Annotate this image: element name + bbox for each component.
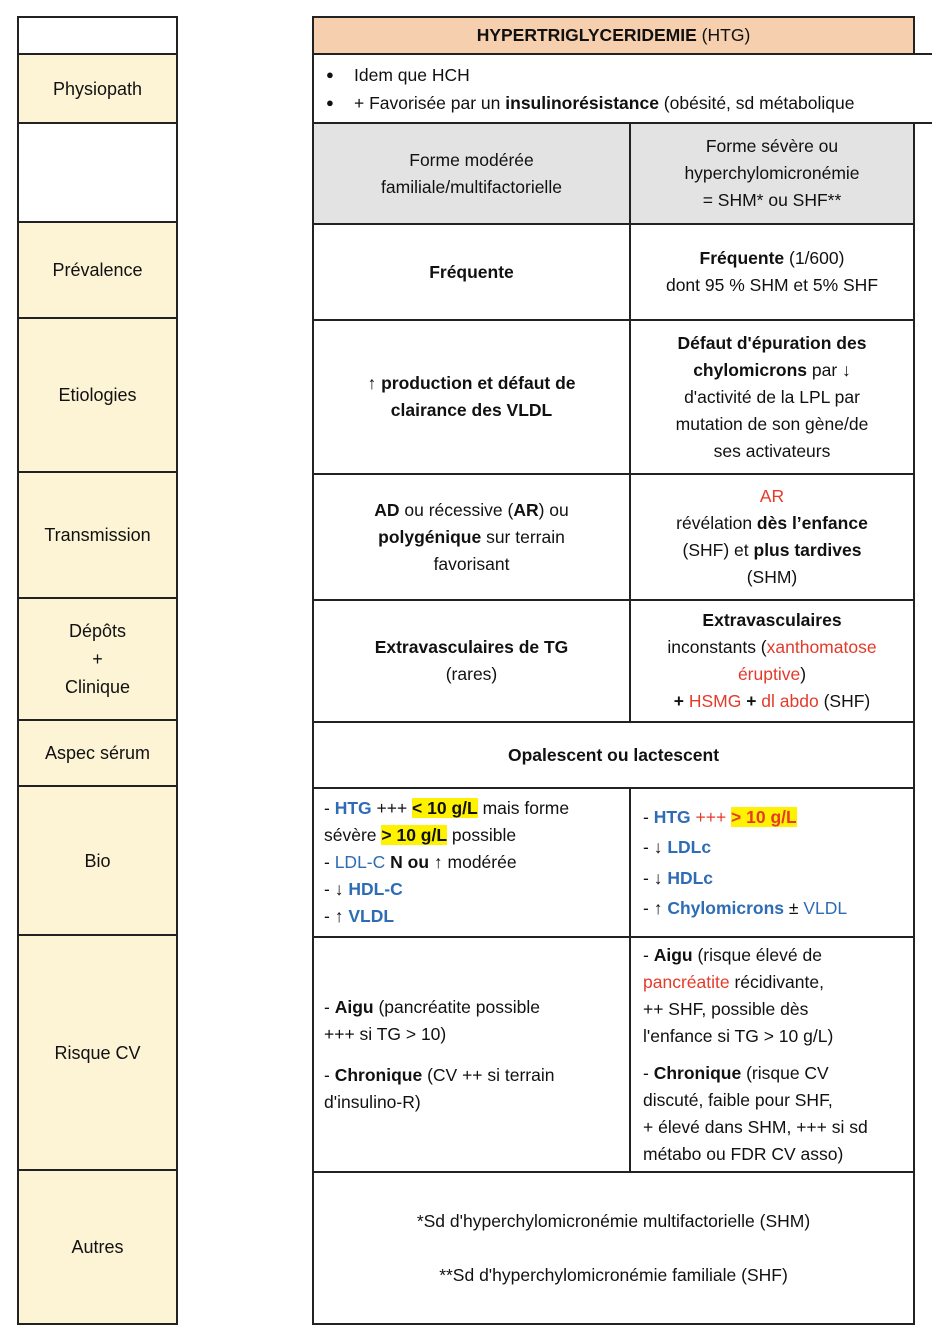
aspect-serum-value: Opalescent ou lactescent: [507, 744, 720, 765]
transmission-favorisant: favorisant: [433, 553, 510, 574]
depots-severe-line1: Extravasculaires: [702, 610, 842, 630]
risque-s-recidivante: récidivante,: [729, 971, 824, 992]
bio-m-hdl: HDL-C: [348, 879, 403, 899]
depots-plus2: +: [741, 691, 762, 711]
risque-m-chronique-dash: -: [324, 1064, 335, 1085]
bio-s-up-arrow: ↑: [653, 898, 668, 918]
label-autres-text: Autres: [71, 1237, 124, 1257]
bio-m-plus: +++: [371, 798, 413, 818]
transmission-ad: AD: [374, 499, 400, 520]
label-etiologies: [17, 319, 178, 473]
bio-moderate: [312, 787, 631, 938]
risque-s-chronique-dash: -: [643, 1062, 654, 1083]
column-header-severe: [629, 122, 915, 225]
label-etiologies-text: Etiologies: [58, 385, 137, 405]
transmission-ou: ) ou: [538, 499, 569, 520]
physiopath-cell: [312, 53, 932, 124]
risque-s-chronique: Chronique: [653, 1062, 742, 1083]
transmission-polygenique: polygénique: [378, 526, 482, 547]
risque-severe: [629, 936, 915, 1173]
bio-s-plus: +++: [690, 806, 732, 827]
prevalence-severe: [629, 223, 915, 321]
label-clinique-text: Clinique: [64, 677, 131, 697]
header-abbr: (HTG): [701, 25, 751, 45]
risque-s-chronique-line4: métabo ou FDR CV asso): [643, 1143, 844, 1164]
transmission-ar: AR: [513, 499, 539, 520]
label-bio-text: Bio: [84, 850, 111, 871]
physiopath-bullet1: Idem que HCH: [354, 64, 470, 85]
physiopath-bullets: [314, 61, 854, 117]
transmission-sur-terrain: sur terrain: [481, 526, 565, 547]
transmission-severe-ar: AR: [759, 486, 785, 506]
physiopath-bullet2-post: (obésité, sd métabolique: [658, 92, 855, 113]
bio-m-n-ou-up: N ou ↑: [390, 852, 443, 872]
label-risque-cv: [17, 936, 178, 1171]
header-title: HYPERTRIGLYCERIDEMIE: [476, 25, 697, 45]
depots-moderate-bold: Extravasculaires de TG: [374, 637, 569, 657]
label-plus-text: +: [92, 649, 103, 669]
label-bio: [17, 787, 178, 936]
list-item: [314, 61, 854, 89]
label-transmission-text: Transmission: [44, 525, 151, 545]
autres-cell: [312, 1171, 915, 1325]
bio-m-dash3: -: [324, 879, 335, 899]
label-transmission: [17, 473, 178, 599]
bio-s-dash4: -: [643, 898, 654, 918]
label-physiopath-text: Physiopath: [52, 78, 143, 99]
label-physiopath: [17, 55, 178, 124]
autres-note-shf: **Sd d'hyperchylomicronémie familiale (SHF): [439, 1264, 788, 1285]
label-risque-cv-text: Risque CV: [54, 1042, 141, 1063]
bio-s-vldl: VLDL: [803, 898, 848, 918]
risque-s-chronique-rest: (risque CV: [741, 1062, 829, 1083]
transmission-recessive: ou récessive (: [399, 499, 514, 520]
etiologies-moderate-line1: ↑ production et défaut de: [367, 373, 576, 393]
depots-hsmg: HSMG: [688, 691, 742, 711]
depots-shf: (SHF): [818, 691, 871, 711]
risque-s-pancreatite: pancréatite: [643, 971, 730, 992]
label-depots-clinique: [17, 599, 178, 721]
risque-s-aigu: Aigu: [653, 944, 693, 965]
risque-m-chronique: Chronique: [334, 1064, 423, 1085]
column-moderate-line1: Forme modérée: [409, 149, 534, 170]
label-aspect-serum: [17, 721, 178, 787]
bio-m-lt10: < 10 g/L: [412, 798, 478, 818]
bio-m-vldl: VLDL: [348, 906, 395, 926]
bio-s-dash3: -: [643, 867, 654, 888]
etiologies-severe-line1: Défaut d'épuration des: [677, 332, 867, 353]
aspect-serum-cell: [312, 721, 915, 789]
transmission-revelation: révélation: [676, 513, 757, 533]
label-empty-columns: [17, 124, 178, 223]
risque-m-aigu: Aigu: [334, 996, 374, 1017]
table-header: [312, 16, 915, 55]
bio-m-mais: mais forme: [477, 798, 570, 818]
depots-plus1: +: [673, 691, 689, 711]
autres-note-shm: *Sd d'hyperchylomicronémie multifactorielle (SHM): [416, 1210, 811, 1231]
transmission-enfance: dès l’enfance: [756, 513, 868, 533]
prevalence-severe-bold: Fréquente: [699, 248, 785, 268]
risque-s-chronique-line3: + élevé dans SHM, +++ si sd: [643, 1116, 868, 1137]
etiologies-severe: [629, 319, 915, 475]
depots-close-paren: ): [800, 664, 807, 684]
list-item: [314, 89, 854, 117]
bio-m-down-arrow: ↓: [334, 879, 349, 899]
transmission-tardives: plus tardives: [753, 540, 862, 560]
depots-moderate-line2: (rares): [445, 664, 498, 684]
risque-m-aigu-line2: +++ si TG > 10): [324, 1023, 447, 1044]
label-prevalence-text: Prévalence: [52, 260, 143, 280]
risque-m-aigu-rest: (pancréatite possible: [373, 996, 540, 1017]
depots-xanthomatose: xanthomatose: [766, 637, 877, 657]
label-prevalence: [17, 223, 178, 319]
risque-m-aigu-dash: -: [324, 996, 335, 1017]
bio-m-dash1: -: [324, 798, 335, 818]
etiologies-moderate: [312, 319, 631, 475]
column-severe-line1: Forme sévère ou: [705, 136, 839, 156]
depots-dl-abdo: dl abdo: [761, 691, 819, 711]
bio-s-down-arrow2: ↓: [653, 867, 668, 888]
risque-moderate: [312, 936, 631, 1173]
label-depots-text: Dépôts: [68, 621, 127, 641]
bio-m-moderee: modérée: [442, 852, 517, 872]
bio-s-gt10: > 10 g/L: [731, 806, 797, 827]
bio-s-dash2: -: [643, 837, 654, 857]
risque-s-chronique-line2: discuté, faible pour SHF,: [643, 1089, 833, 1110]
bio-m-up-arrow: ↑: [334, 906, 349, 926]
bio-s-chylomicrons: Chylomicrons: [667, 898, 785, 918]
bio-s-hdlc: HDLc: [667, 867, 714, 888]
bio-s-ldlc: LDLc: [667, 837, 712, 857]
etiologies-severe-line4: mutation de son gène/de: [675, 413, 869, 434]
transmission-moderate: [312, 473, 631, 601]
column-severe-line2: hyperchylomicronémie: [684, 163, 860, 183]
risque-s-aigu-dash: -: [643, 944, 654, 965]
etiologies-moderate-line2: clairance des VLDL: [390, 400, 553, 420]
bio-m-dash2: -: [324, 852, 335, 872]
transmission-severe: [629, 473, 915, 601]
depots-eruptive: éruptive: [737, 664, 801, 684]
column-header-moderate: [312, 122, 631, 225]
prevalence-moderate-text: Fréquente: [429, 261, 514, 282]
etiologies-severe-line3: d'activité de la LPL par: [684, 386, 860, 407]
bio-m-possible: possible: [447, 825, 517, 845]
label-empty-top: [17, 16, 178, 55]
depots-inconstants: inconstants (: [667, 637, 767, 657]
bio-m-ldl: LDL-C: [334, 852, 391, 872]
risque-s-aigu-rest: (risque élevé de: [692, 944, 822, 965]
prevalence-severe-rate: (1/600): [784, 248, 845, 268]
bio-m-dash4: -: [324, 906, 335, 926]
bio-severe: [629, 787, 915, 938]
etiologies-severe-line2-rest: par ↓: [807, 359, 851, 380]
etiologies-severe-line5: ses activateurs: [713, 440, 831, 461]
bio-m-gt10: > 10 g/L: [381, 825, 448, 845]
bio-s-down-arrow1: ↓: [653, 837, 668, 857]
depots-moderate: [312, 599, 631, 723]
bio-s-plusminus: ±: [784, 898, 804, 918]
label-autres: [17, 1171, 178, 1325]
risque-m-chronique-rest: (CV ++ si terrain: [422, 1064, 555, 1085]
transmission-shf: (SHF) et: [682, 540, 754, 560]
bio-s-dash1: -: [643, 806, 654, 827]
bio-m-severe: sévère: [324, 825, 382, 845]
physiopath-bullet2-bold: insulinorésistance: [505, 92, 659, 113]
risque-s-line4: l'enfance si TG > 10 g/L): [643, 1025, 834, 1046]
risque-m-chronique-line2: d'insulino-R): [324, 1091, 421, 1112]
column-moderate-line2: familiale/multifactorielle: [381, 176, 562, 197]
bio-s-htg: HTG: [653, 806, 691, 827]
prevalence-moderate: [312, 223, 631, 321]
physiopath-bullet2-pre: + Favorisée par un: [354, 92, 506, 113]
prevalence-severe-line2: dont 95 % SHM et 5% SHF: [665, 275, 879, 295]
risque-s-line3: ++ SHF, possible dès: [643, 998, 809, 1019]
etiologies-severe-chylomicrons: chylomicrons: [693, 359, 807, 380]
depots-severe: [629, 599, 915, 723]
bio-m-htg: HTG: [334, 798, 372, 818]
transmission-shm: (SHM): [746, 567, 798, 587]
column-severe-line3: = SHM* ou SHF**: [702, 190, 842, 210]
label-aspect-serum-text: Aspec sérum: [44, 743, 151, 763]
